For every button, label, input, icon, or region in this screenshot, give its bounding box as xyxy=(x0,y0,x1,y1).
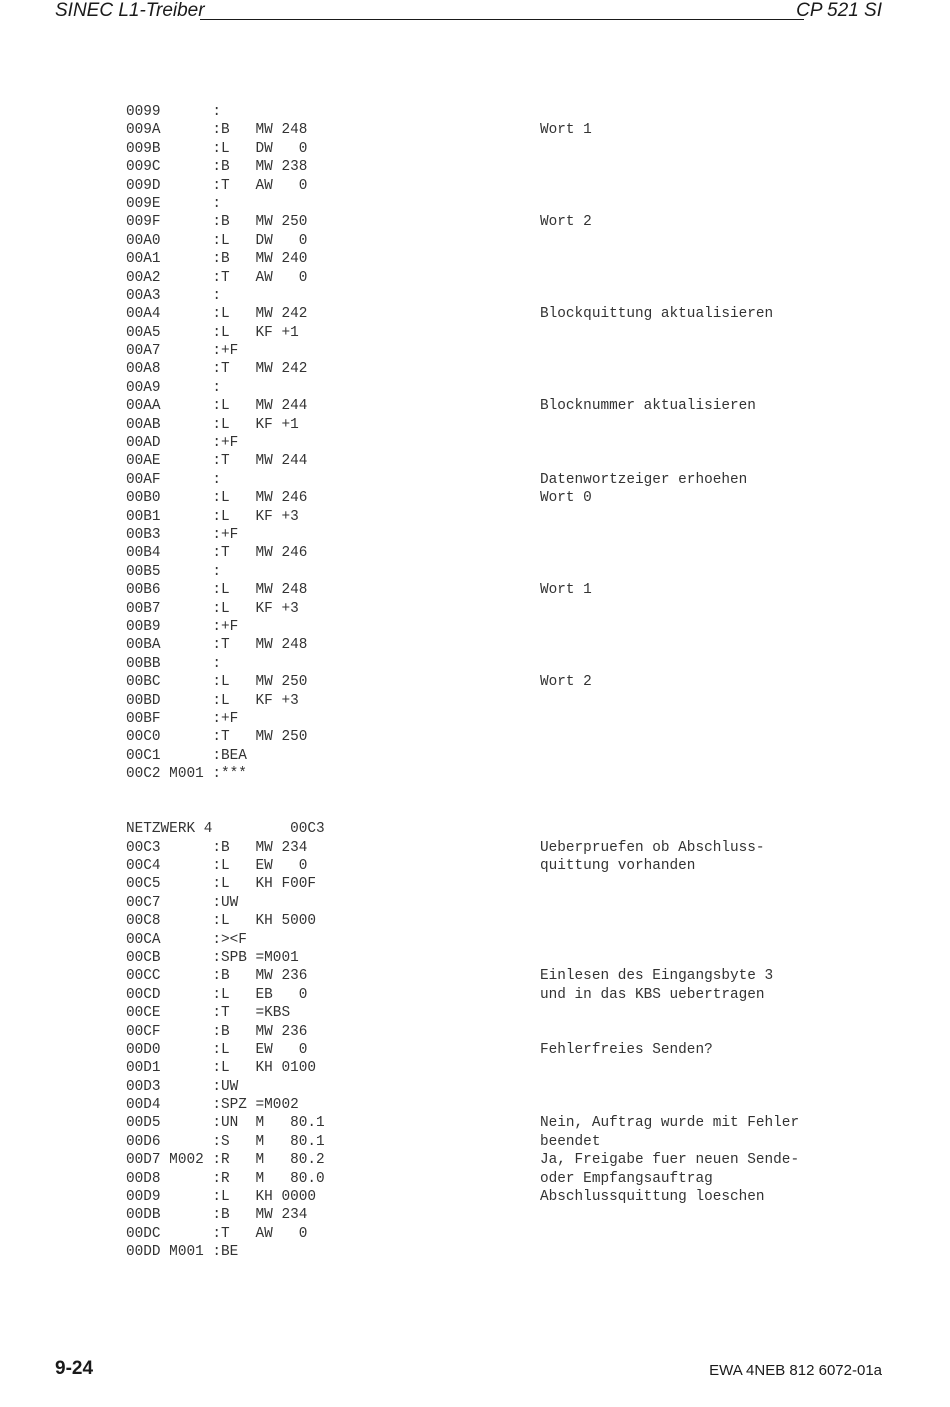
code-statement: 009C :B MW 238 xyxy=(126,159,308,176)
code-line xyxy=(126,931,886,949)
code-statement: 00CC :B MW 236 xyxy=(126,968,308,985)
code-comment: Datenwortzeiger erhoehen xyxy=(540,471,748,488)
code-comment: beendet xyxy=(540,1133,601,1150)
code-comment: Einlesen des Eingangsbyte 3 xyxy=(540,968,774,985)
code-statement: 00BD :L KF +3 xyxy=(126,692,299,709)
code-line xyxy=(126,692,886,710)
code-comment: Fehlerfreies Senden? xyxy=(540,1041,713,1058)
code-statement: 00CF :B MW 236 xyxy=(126,1023,308,1040)
code-line xyxy=(126,1078,886,1096)
page-number: 9-24 xyxy=(55,1358,94,1379)
code-line xyxy=(126,1243,886,1261)
code-line xyxy=(126,857,886,875)
code-statement: 00C1 :BEA xyxy=(126,747,247,764)
document-id: EWA 4NEB 812 6072-01a xyxy=(709,1362,882,1379)
code-comment: Blockquittung aktualisieren xyxy=(540,306,774,323)
code-statement: 00C0 :T MW 250 xyxy=(126,729,308,746)
code-comment: Ja, Freigabe fuer neuen Sende- xyxy=(540,1152,800,1169)
code-statement: 00D8 :R M 80.0 xyxy=(126,1170,325,1187)
code-statement: 00BA :T MW 248 xyxy=(126,637,308,654)
code-comment: Wort 2 xyxy=(540,214,592,231)
code-statement: 00C7 :UW xyxy=(126,894,239,911)
code-line xyxy=(126,213,886,231)
code-line xyxy=(126,452,886,470)
code-line xyxy=(126,820,886,838)
code-line xyxy=(126,1059,886,1077)
code-line xyxy=(126,324,886,342)
code-statement: 00B5 : xyxy=(126,563,221,580)
code-statement: 00DC :T AW 0 xyxy=(126,1225,308,1242)
code-line xyxy=(126,1151,886,1169)
code-statement: 00A2 :T AW 0 xyxy=(126,269,308,286)
code-line xyxy=(126,508,886,526)
code-statement: 00CD :L EB 0 xyxy=(126,986,308,1003)
code-statement: 009B :L DW 0 xyxy=(126,140,308,157)
code-statement: 00A8 :T MW 242 xyxy=(126,361,308,378)
code-statement: 00C3 :B MW 234 xyxy=(126,839,308,856)
code-line xyxy=(126,489,886,507)
code-statement: 009E : xyxy=(126,195,221,212)
code-line xyxy=(126,636,886,654)
code-statement: 00A0 :L DW 0 xyxy=(126,232,308,249)
code-comment: Wort 0 xyxy=(540,490,592,507)
code-line xyxy=(126,581,886,599)
code-statement: 00D1 :L KH 0100 xyxy=(126,1060,316,1077)
code-line xyxy=(126,1004,886,1022)
code-statement: 00AF : xyxy=(126,471,221,488)
code-line xyxy=(126,1023,886,1041)
code-line xyxy=(126,728,886,746)
code-comment: und in das KBS uebertragen xyxy=(540,986,765,1003)
code-line xyxy=(126,526,886,544)
code-statement: 00B0 :L MW 246 xyxy=(126,490,308,507)
header-product: CP 521 SI xyxy=(796,0,882,21)
code-line xyxy=(126,544,886,562)
code-comment: Ueberpruefen ob Abschluss- xyxy=(540,839,765,856)
header-title: SINEC L1-Treiber xyxy=(55,0,205,21)
code-line xyxy=(126,1206,886,1224)
code-statement: 00BB : xyxy=(126,655,221,672)
code-statement: 00CE :T =KBS xyxy=(126,1005,291,1022)
code-statement: 00B7 :L KF +3 xyxy=(126,600,299,617)
code-line xyxy=(126,894,886,912)
code-statement: NETZWERK 4 00C3 xyxy=(126,821,325,838)
code-comment: oder Empfangsauftrag xyxy=(540,1170,713,1187)
code-line xyxy=(126,1114,886,1132)
code-statement: 00CB :SPB =M001 xyxy=(126,949,299,966)
code-statement: 00D6 :S M 80.1 xyxy=(126,1133,325,1150)
code-comment: Blocknummer aktualisieren xyxy=(540,398,756,415)
code-statement: 0099 : xyxy=(126,104,221,120)
code-line xyxy=(126,1170,886,1188)
code-statement: 00A1 :B MW 240 xyxy=(126,251,308,268)
code-statement: 00BF :+F xyxy=(126,710,239,727)
code-comment: Wort 1 xyxy=(540,582,592,599)
code-line xyxy=(126,103,886,121)
code-listing xyxy=(126,103,886,1262)
code-statement: 00C8 :L KH 5000 xyxy=(126,913,316,930)
code-statement: 00B1 :L KF +3 xyxy=(126,508,299,525)
code-statement: 00A4 :L MW 242 xyxy=(126,306,308,323)
code-line xyxy=(126,177,886,195)
code-statement: 00C5 :L KH F00F xyxy=(126,876,316,893)
code-statement: 00D4 :SPZ =M002 xyxy=(126,1097,299,1114)
code-statement: 00DB :B MW 234 xyxy=(126,1207,308,1224)
code-line xyxy=(126,747,886,765)
page-header xyxy=(55,0,882,24)
code-line xyxy=(126,563,886,581)
code-line xyxy=(126,710,886,728)
code-line xyxy=(126,875,886,893)
code-statement: 00D3 :UW xyxy=(126,1078,239,1095)
code-comment: Wort 2 xyxy=(540,674,592,691)
code-statement: 00D7 M002 :R M 80.2 xyxy=(126,1152,325,1169)
code-line xyxy=(126,618,886,636)
code-line xyxy=(126,949,886,967)
code-line xyxy=(126,434,886,452)
code-line xyxy=(126,783,886,801)
code-statement: 00A5 :L KF +1 xyxy=(126,324,299,341)
code-line xyxy=(126,967,886,985)
code-line xyxy=(126,1188,886,1206)
code-comment: Abschlussquittung loeschen xyxy=(540,1189,765,1206)
code-line xyxy=(126,802,886,820)
code-line xyxy=(126,600,886,618)
code-line xyxy=(126,655,886,673)
code-statement: 00B4 :T MW 246 xyxy=(126,545,308,562)
code-statement: 00AA :L MW 244 xyxy=(126,398,308,415)
code-line xyxy=(126,416,886,434)
code-line xyxy=(126,140,886,158)
code-line xyxy=(126,1096,886,1114)
code-comment: quittung vorhanden xyxy=(540,858,696,875)
code-line xyxy=(126,1225,886,1243)
code-statement: 00A7 :+F xyxy=(126,343,239,360)
code-statement: 00A9 : xyxy=(126,379,221,396)
code-line xyxy=(126,121,886,139)
code-statement: 00B6 :L MW 248 xyxy=(126,582,308,599)
code-statement: 00C4 :L EW 0 xyxy=(126,858,308,875)
code-line xyxy=(126,673,886,691)
code-line xyxy=(126,1041,886,1059)
code-line xyxy=(126,305,886,323)
code-line xyxy=(126,195,886,213)
code-statement: 00AB :L KF +1 xyxy=(126,416,299,433)
code-line xyxy=(126,765,886,783)
code-statement: 00D0 :L EW 0 xyxy=(126,1041,308,1058)
code-line xyxy=(126,379,886,397)
code-line xyxy=(126,986,886,1004)
code-line xyxy=(126,158,886,176)
code-statement: 009D :T AW 0 xyxy=(126,177,308,194)
code-line xyxy=(126,1133,886,1151)
code-comment: Nein, Auftrag wurde mit Fehler xyxy=(540,1115,800,1132)
code-line xyxy=(126,287,886,305)
code-statement: 009F :B MW 250 xyxy=(126,214,308,231)
code-line xyxy=(126,471,886,489)
code-line xyxy=(126,250,886,268)
code-statement: 00DD M001 :BE xyxy=(126,1244,239,1261)
header-rule xyxy=(200,19,804,20)
code-statement: 00D9 :L KH 0000 xyxy=(126,1189,316,1206)
code-statement: 00B3 :+F xyxy=(126,526,239,543)
code-comment: Wort 1 xyxy=(540,122,592,139)
code-line xyxy=(126,912,886,930)
code-statement: 00CA :><F xyxy=(126,931,247,948)
code-line xyxy=(126,232,886,250)
code-line xyxy=(126,397,886,415)
code-statement: 00C2 M001 :*** xyxy=(126,766,247,783)
code-line xyxy=(126,839,886,857)
code-statement: 00AD :+F xyxy=(126,435,239,452)
code-line xyxy=(126,342,886,360)
code-statement: 00B9 :+F xyxy=(126,618,239,635)
code-statement: 00AE :T MW 244 xyxy=(126,453,308,470)
code-line xyxy=(126,269,886,287)
code-statement: 00A3 : xyxy=(126,287,221,304)
code-statement: 00D5 :UN M 80.1 xyxy=(126,1115,325,1132)
code-line xyxy=(126,360,886,378)
code-statement: 00BC :L MW 250 xyxy=(126,674,308,691)
code-statement: 009A :B MW 248 xyxy=(126,122,308,139)
